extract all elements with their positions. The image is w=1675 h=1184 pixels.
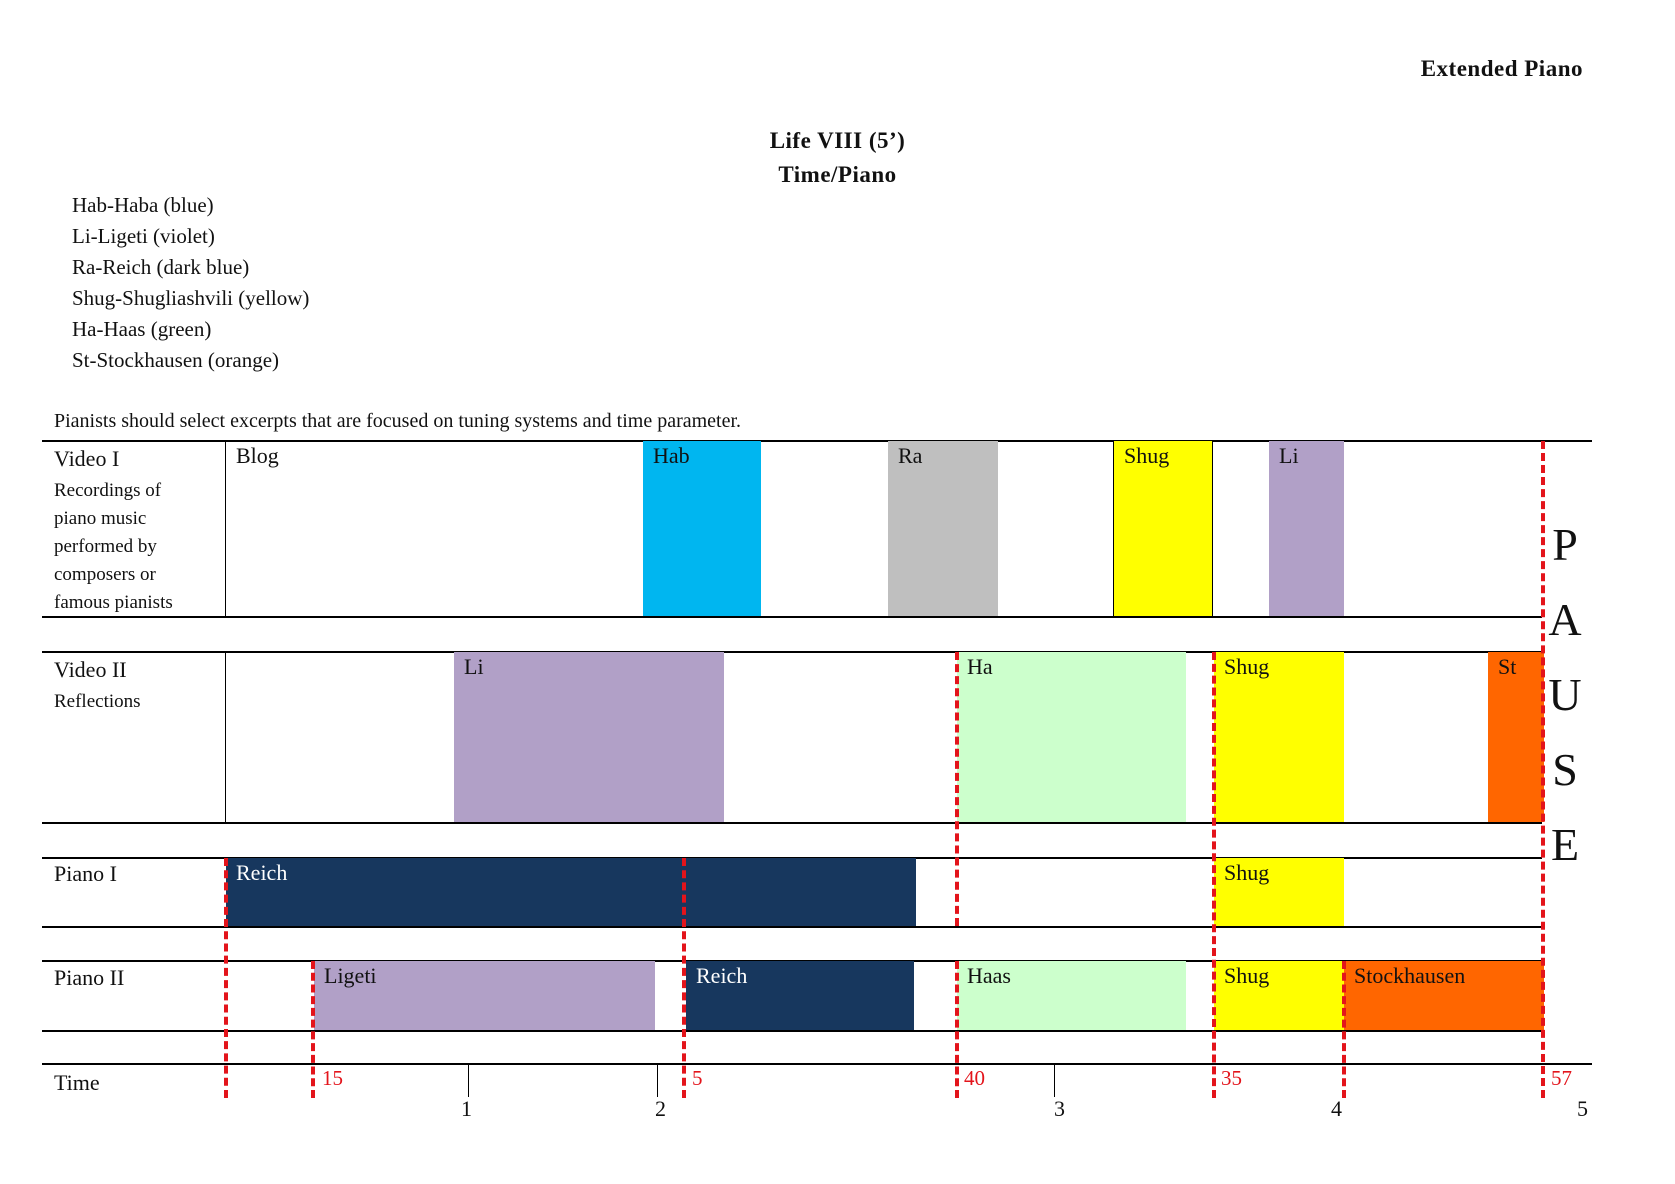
minute-tick bbox=[657, 1063, 658, 1097]
minute-tick bbox=[1054, 1063, 1055, 1097]
block-label: St bbox=[1498, 654, 1517, 679]
block-shug bbox=[1113, 441, 1213, 616]
block-hab bbox=[643, 441, 761, 616]
page-title bbox=[0, 124, 1675, 192]
minute-label: 2 bbox=[655, 1096, 666, 1121]
second-label: 57 bbox=[1551, 1066, 1572, 1090]
legend-item: Ra-Reich (dark blue) bbox=[72, 255, 250, 279]
block-label: Reich bbox=[236, 860, 288, 885]
dashed-marker bbox=[311, 961, 315, 1098]
column-divider bbox=[225, 651, 226, 822]
dashed-marker bbox=[682, 858, 686, 1098]
block-label: Ligeti bbox=[324, 963, 377, 988]
row-divider bbox=[42, 440, 1592, 442]
block-label: Ra bbox=[898, 443, 923, 468]
block-st bbox=[1488, 652, 1544, 822]
block-li bbox=[1269, 441, 1344, 616]
minute-label: 5 bbox=[1577, 1096, 1588, 1121]
block-blog bbox=[226, 441, 279, 616]
block-ha bbox=[957, 652, 1186, 822]
row-divider bbox=[42, 1063, 1592, 1065]
legend-item: St-Stockhausen (orange) bbox=[72, 348, 280, 372]
block-shug bbox=[1214, 858, 1344, 926]
block-label: Shug bbox=[1224, 654, 1270, 679]
block-label: Shug bbox=[1124, 443, 1170, 468]
block-label: Stockhausen bbox=[1354, 963, 1466, 988]
second-label: 5 bbox=[692, 1066, 703, 1090]
block-label: Reich bbox=[696, 963, 748, 988]
block-label: Ha bbox=[967, 654, 993, 679]
row-divider bbox=[42, 616, 1542, 618]
block-label: Shug bbox=[1224, 860, 1270, 885]
block-label: Li bbox=[464, 654, 484, 679]
row-divider bbox=[42, 1030, 1542, 1032]
row-label-video-1: Video I bbox=[54, 446, 120, 471]
dashed-marker bbox=[955, 961, 959, 1098]
title-line-2: Time/Piano bbox=[778, 162, 897, 187]
dashed-marker bbox=[1342, 961, 1346, 1098]
header-title: Extended Piano bbox=[1420, 56, 1583, 81]
block-ra bbox=[888, 441, 998, 616]
row-label-piano-2: Piano II bbox=[54, 965, 125, 990]
legend bbox=[72, 190, 309, 376]
block-reich bbox=[686, 961, 914, 1030]
legend-item: Shug-Shugliashvili (yellow) bbox=[72, 286, 310, 310]
legend-item: Hab-Haba (blue) bbox=[72, 193, 214, 217]
row-divider bbox=[42, 822, 1542, 824]
second-label: 35 bbox=[1221, 1066, 1242, 1090]
block-stockhausen bbox=[1344, 961, 1544, 1030]
dashed-marker bbox=[955, 652, 959, 926]
block-li bbox=[454, 652, 724, 822]
pause-letter: U bbox=[1548, 669, 1582, 720]
block-shug bbox=[1214, 961, 1344, 1030]
pause-letter: P bbox=[1552, 519, 1578, 570]
row-divider bbox=[42, 926, 1542, 928]
block-ligeti bbox=[314, 961, 655, 1030]
second-label: 40 bbox=[964, 1066, 985, 1090]
legend-item: Li-Ligeti (violet) bbox=[72, 224, 215, 248]
minute-tick bbox=[468, 1063, 469, 1097]
dashed-marker bbox=[1212, 652, 1216, 1098]
row-label-time: Time bbox=[54, 1070, 100, 1095]
block-label: Shug bbox=[1224, 963, 1270, 988]
block-haas bbox=[957, 961, 1186, 1030]
second-label: 15 bbox=[322, 1066, 343, 1090]
row-sublabel-video-2: Reflections bbox=[54, 691, 141, 712]
minute-label: 4 bbox=[1331, 1096, 1342, 1121]
dashed-marker bbox=[224, 858, 228, 1098]
instruction-text: Pianists should select excerpts that are focused on tuning systems and time parameter. bbox=[54, 410, 742, 432]
block-shug bbox=[1214, 652, 1344, 822]
minute-label: 3 bbox=[1054, 1096, 1065, 1121]
row-label-piano-1: Piano I bbox=[54, 861, 117, 886]
pause-letter: S bbox=[1552, 744, 1578, 795]
block-label: Haas bbox=[967, 963, 1011, 988]
row-sublabel-video-1: Recordings of piano music performed by composers or famous pianists bbox=[54, 480, 173, 613]
block-label: Li bbox=[1279, 443, 1299, 468]
pause-letter: A bbox=[1548, 594, 1582, 645]
block-label: Blog bbox=[236, 443, 279, 468]
pause-letter: E bbox=[1550, 819, 1580, 870]
legend-item: Ha-Haas (green) bbox=[72, 317, 212, 341]
block-label: Hab bbox=[653, 443, 690, 468]
minute-label: 1 bbox=[461, 1096, 472, 1121]
title-line-1: Life VIII (5’) bbox=[769, 128, 906, 153]
row-label-video-2: Video II bbox=[54, 657, 127, 682]
block-reich bbox=[226, 858, 916, 926]
